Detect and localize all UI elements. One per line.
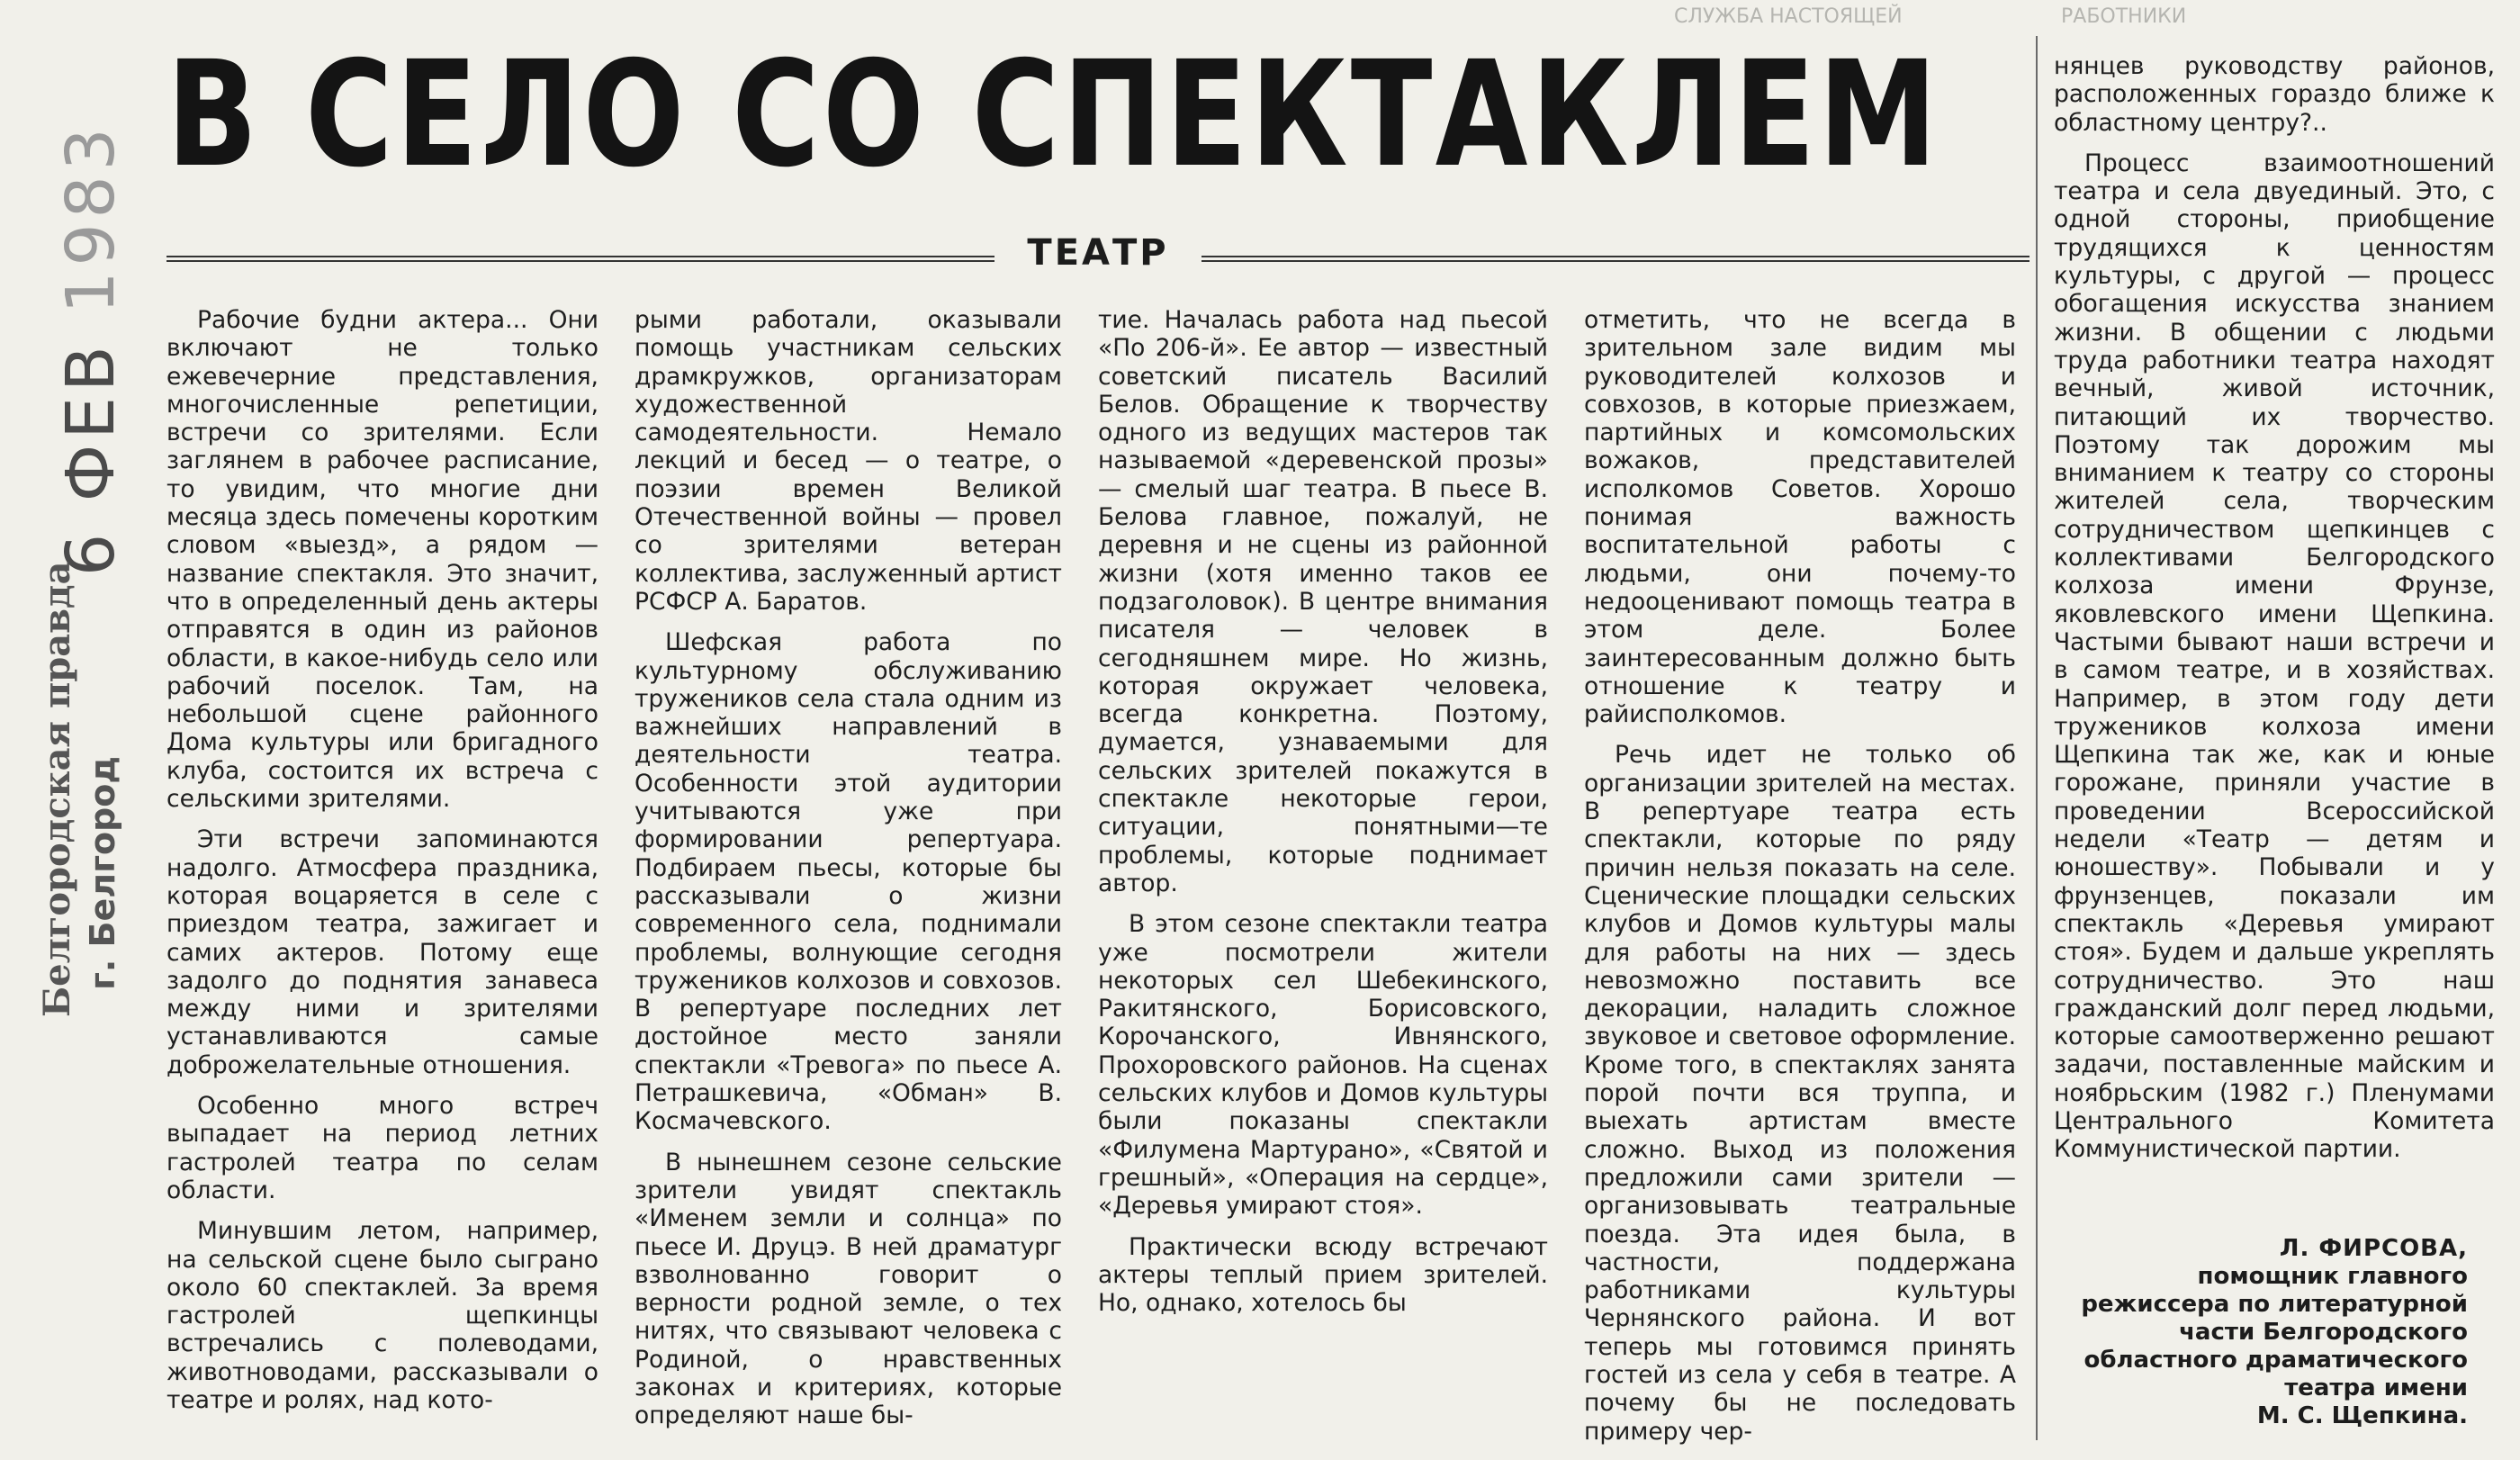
author-position: М. С. Щепкина. — [2256, 1402, 2468, 1429]
paragraph: Рабочие будни актера... Они включают не только ежевечерние представления, многочисленные репетиции, встречи со зрителями. Если заглянем в рабочее расписание, то увидим, что многие дни месяца здесь помечены коротким словом «выезд», а рядом — название спектакля. Это значит, что в определенный день актеры отправятся в один из районов области, в какое-нибудь село или рабочий поселок. Там, на небольшой сцене районного Дома культуры или бригадного клуба, состоится их встреча с сельскими зрителями. — [166, 306, 598, 814]
author-position: театра имени — [2284, 1374, 2468, 1401]
rubric-bar — [166, 232, 2030, 277]
article-column-4 — [1584, 306, 2016, 1458]
paragraph: Речь идет не только об организации зрителей на местах. В репертуаре театра есть спектакли, которые по ряду причин нельзя показать на селе. Сценические площадки сельских клубов и Домов культуры малы для работы на них — здесь невозможно поставить все декорации, наладить сложное звуковое и световое оформление. Кроме того, в спектаклях занята порой почти вся труппа, и выехать артистам вместе сложно. Выход из положения предложили сами зрители — организовывать театральные поезда. Эта идея была, в частности, поддержана работниками культуры Чернянского района. И вот теперь мы готовимся принять гостей из села у себя в театре. А почему бы не последовать примеру чер- — [1584, 741, 2016, 1446]
rubric-rule-left — [166, 256, 994, 262]
author-position: областного драматического — [2084, 1347, 2468, 1374]
article-column-1 — [166, 306, 598, 1427]
author-position: режиссера по литературной — [2081, 1291, 2468, 1318]
paragraph: нянцев руководству районов, расположенных гораздо ближе к областному центру?.. — [2054, 52, 2495, 137]
paragraph: Процесс взаимоотношений театра и села двуединый. Это, с одной стороны, приобщение трудящихся к ценностям культуры, с другой — процесс обогащения искусства знанием жизни. В общении с людьми труда работники театра находят вечный, живой источник, питающий их творчество. Поэтому так дорожим мы вниманием к театру со стороны жителей села, творческим сотрудничеством щепкинцев с коллективами Белгородского колхоза имени Фрунзе, яковлевского имени Щепкина. Частыми бывают наши встречи и в самом театре, и в хозяйствах. Например, в этом году дети тружеников колхоза имени Щепкина так же, как и юные горожане, приняли участие в проведении Всероссийской недели «Театр — детям и юношеству». Побывали и у фрунзенцев, показали им спектакль «Деревья умирают стоя». Будем и дальше укреплять сотрудничество. Это наш гражданский долг перед людьми, которые самоотверженно решают задачи, поставленные майским и ноябрьским (1982 г.) Пленумами Центрального Комитета Коммунистической партии. — [2054, 149, 2495, 1164]
paragraph: Эти встречи запоминаются надолго. Атмосфера праздника, которая воцаряется в селе с приездом театра, зажигает и самих актеров. Потому еще задолго до поднятия занавеса между ними и зрителями устанавливаются самые доброжелательные отношения. — [166, 825, 598, 1079]
author-signature — [2054, 1235, 2468, 1430]
paragraph: рыми работали, оказывали помощь участникам сельских драмкружков, организаторам художественной самодеятельности. Немало лекций и бесед — о театре, о поэзии времен Великой Отечественной войны — провел со зрителями ветеран коллектива, заслуженный артист РСФСР А. Баратов. — [634, 306, 1062, 616]
paragraph: В нынешнем сезоне сельские зрители увидят спектакль «Именем земли и солнца» по пьесе И. Друцэ. В ней драматург взволнованно говорит о верности родной земле, о тех нитях, что связывают человека с Родиной, о нравственных законах и критериях, которые определяют наше бы- — [634, 1148, 1062, 1430]
paragraph: отметить, что не всегда в зрительном зале видим мы руководителей колхозов и совхозов, в которые приезжаем, партийных и комсомольских вожаков, представителей исполкомов Советов. Хорошо понимая важность воспитательной работы с людьми, они почему-то недооценивают помощь театра в этом деле. Более заинтересованным должно быть отношение к театру и райисполкомов. — [1584, 306, 2016, 729]
paragraph: Практически всюду встречают актеры теплый прием зрителей. Но, однако, хотелось бы — [1098, 1232, 1548, 1318]
article-title: В СЕЛО СО СПЕКТАКЛЕМ — [166, 31, 1940, 200]
stamp-year: 1983 — [52, 122, 130, 314]
paragraph: Минувшим летом, например, на сельской сцене было сыграно около 60 спектаклей. За время гастролей щепкинцы встречались с полеводами, животноводами, рассказывали о театре и ролях, над кото- — [166, 1217, 598, 1414]
paragraph: Особенно много встреч выпадает на период летних гастролей театра по селам области. — [166, 1092, 598, 1204]
stamp-day-month: 6 ФЕВ — [52, 340, 130, 576]
article-column-2 — [634, 306, 1062, 1443]
article-column-3 — [1098, 306, 1548, 1329]
author-name: Л. ФИРСОВА, — [2279, 1235, 2468, 1262]
paragraph: В этом сезоне спектакли театра уже посмотрели жители некоторых сел Шебекинского, Ракитянского, Борисовского, Корочанского, Ивнянского, Прохоровского районов. На сценах сельских клубов и Домов культуры были показаны спектакли «Филумена Мартурано», «Святой и грешный», «Операция на сердце», «Деревья умирают стоя». — [1098, 910, 1548, 1221]
author-position: части Белгородского — [2179, 1319, 2468, 1346]
paragraph: Шефская работа по культурному обслуживанию тружеников села стала одним из важнейших направлений в деятельности театра. Особенности этой аудитории учитываются уже при формировании репертуара. Подбираем пьесы, которые бы рассказывали о жизни современного села, поднимали проблемы, волнующие сегодня тружеников колхозов и совхозов. В репертуаре последних лет достойное место заняли спектакли «Тревога» по пьесе А. Петрашкевича, «Обман» В. Космачевского. — [634, 628, 1062, 1136]
column-rule — [2036, 36, 2038, 1440]
archive-date-stamp — [52, 122, 130, 576]
paragraph: тие. Началась работа над пьесой «По 206-й». Ее автор — известный советский писатель Василий Белов. Обращение к творчеству одного из ведущих мастеров так называемой «деревенской прозы» — смелый шаг театра. В пьесе В. Белова главное, пожалуй, не деревня и не сцены из районной жизни (хотя именно таков ее подзаголовок). В центре внимания писателя — человек в сегодняшнем мире. Но жизнь, которая окружает человека, всегда конкретна. Поэтому, думается, узнаваемыми для сельских зрителей покажутся в спектакле некоторые герои, ситуации, понятными—те проблемы, которые поднимает автор. — [1098, 306, 1548, 897]
rubric-rule-right — [1202, 256, 2030, 262]
article-column-5 — [2054, 52, 2495, 1176]
stamp-newspaper-name: Белгородская правда — [36, 561, 78, 1017]
rubric-label: ТЕАТР — [1027, 232, 1169, 274]
author-position: помощник главного — [2197, 1263, 2468, 1290]
neighbor-subheading: РАБОТНИКИ — [2061, 5, 2187, 28]
neighbor-heading: СЛУЖБА НАСТОЯЩЕЙ — [1674, 5, 1903, 28]
stamp-city: г. Белгород — [83, 755, 122, 990]
